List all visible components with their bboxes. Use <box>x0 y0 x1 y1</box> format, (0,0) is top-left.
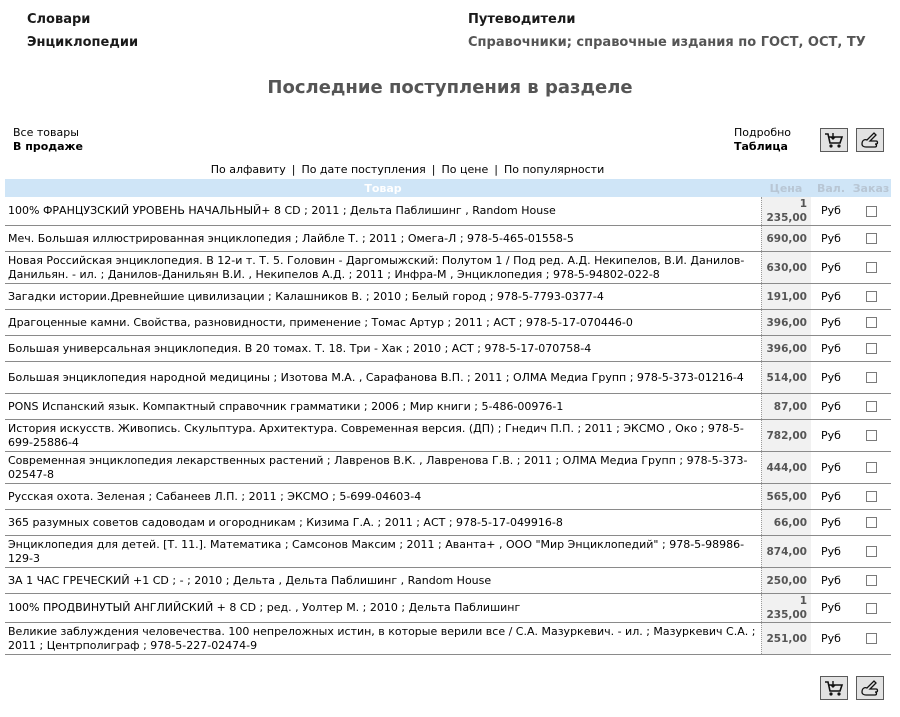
product-price: 396,00 <box>761 336 811 362</box>
order-checkbox-cell <box>851 226 891 252</box>
product-currency: Руб <box>811 420 851 452</box>
product-price: 66,00 <box>761 510 811 536</box>
product-currency: Руб <box>811 394 851 420</box>
link-encyclopedias[interactable]: Энциклопедии <box>27 35 139 50</box>
product-currency: Руб <box>811 510 851 536</box>
order-checkbox[interactable] <box>866 491 877 502</box>
view-table[interactable]: Таблица <box>734 140 788 153</box>
table-row <box>5 336 891 362</box>
order-checkbox[interactable] <box>866 343 877 354</box>
header-product[interactable]: Товар <box>5 179 761 197</box>
product-currency: Руб <box>811 452 851 484</box>
product-title-link[interactable]: Новая Российская энциклопедия. В 12-и т. Т. 5. Головин - Даргомыжский: Полутом 1 / Под ред. А.Д. Некипелов, В.И. Данилов-Данильян. - ил. ; Данилов-Данильян В.И. , Некипелов А.Д. ; 2011 ; Инфра-М , Энциклопедия ; 978-5-94802-022-8 <box>5 252 761 284</box>
product-price: 782,00 <box>761 420 811 452</box>
table-row <box>5 536 891 568</box>
order-checkbox-cell <box>851 310 891 336</box>
order-checkbox-cell <box>851 394 891 420</box>
order-checkbox[interactable] <box>866 633 877 644</box>
order-checkbox-cell <box>851 568 891 594</box>
product-currency: Руб <box>811 226 851 252</box>
product-currency: Руб <box>811 623 851 655</box>
link-guides[interactable]: Путеводители <box>468 12 576 27</box>
cart-button-top[interactable] <box>820 128 848 152</box>
order-checkbox-cell <box>851 484 891 510</box>
product-price: 1 235,00 <box>761 594 811 623</box>
product-currency: Руб <box>811 284 851 310</box>
view-mode-filter <box>734 126 791 154</box>
cart-icon <box>821 129 847 151</box>
order-hand-icon <box>857 129 883 151</box>
order-checkbox-cell <box>851 510 891 536</box>
product-title-link[interactable]: Меч. Большая иллюстрированная энциклопедия ; Лайбле Т. ; 2011 ; Омега-Л ; 978-5-465-01558-5 <box>5 226 761 252</box>
product-price: 251,00 <box>761 623 811 655</box>
link-reference[interactable]: Справочники; справочные издания по ГОСТ, ОСТ, ТУ <box>468 35 866 50</box>
table-row <box>5 568 891 594</box>
product-price: 1 235,00 <box>761 197 811 226</box>
product-currency: Руб <box>811 197 851 226</box>
product-title-link[interactable]: Энциклопедия для детей. [Т. 11.]. Математика ; Самсонов Максим ; 2011 ; Аванта+ , ООО "Мир Энциклопедий" ; 978-5-98986-129-3 <box>5 536 761 568</box>
page-title: Последние поступления в разделе <box>267 77 633 98</box>
product-title-link[interactable]: 100% ФРАНЦУЗСКИЙ УРОВЕНЬ НАЧАЛЬНЫЙ+ 8 CD ; 2011 ; Дельта Паблишинг , Random House <box>5 197 761 226</box>
product-price: 250,00 <box>761 568 811 594</box>
sort-alphabet[interactable]: По алфавиту <box>210 163 286 176</box>
order-checkbox[interactable] <box>866 291 877 302</box>
product-price: 514,00 <box>761 362 811 394</box>
order-checkbox-cell <box>851 197 891 226</box>
header-price[interactable]: Цена <box>761 179 811 197</box>
table-header-row <box>5 179 891 197</box>
product-title-link[interactable]: Современная энциклопедия лекарственных растений ; Лавренов В.К. , Лавренова Г.В. ; 2011 ; ОЛМА Медиа Групп ; 978-5-373-02547-8 <box>5 452 761 484</box>
product-price: 565,00 <box>761 484 811 510</box>
product-title-link[interactable]: Большая энциклопедия народной медицины ; Изотова М.А. , Сарафанова В.П. ; 2011 ; ОЛМА Медиа Групп ; 978-5-373-01216-4 <box>5 362 761 394</box>
product-price: 87,00 <box>761 394 811 420</box>
sort-separator: | <box>431 163 436 176</box>
order-checkbox[interactable] <box>866 262 877 273</box>
view-detailed[interactable]: Подробно <box>734 126 792 139</box>
product-currency: Руб <box>811 568 851 594</box>
order-checkbox[interactable] <box>866 430 877 441</box>
order-checkbox-cell <box>851 252 891 284</box>
header-order: Заказ <box>851 179 891 197</box>
sort-separator: | <box>494 163 498 176</box>
product-price: 630,00 <box>761 252 811 284</box>
product-title-link[interactable]: 365 разумных советов садоводам и огородникам ; Кизима Г.А. ; 2011 ; АСТ ; 978-5-17-049916-8 <box>5 510 761 536</box>
table-row <box>5 362 891 394</box>
order-checkbox[interactable] <box>866 317 877 328</box>
product-title-link[interactable]: Русская охота. Зеленая ; Сабанеев Л.П. ; 2011 ; ЭКСМО ; 5-699-04603-4 <box>5 484 761 510</box>
filter-all-goods[interactable]: Все товары <box>13 126 79 139</box>
table-row <box>5 452 891 484</box>
order-checkbox-cell <box>851 623 891 655</box>
product-currency: Руб <box>811 594 851 623</box>
product-price: 690,00 <box>761 226 811 252</box>
product-title-link[interactable]: Загадки истории.Древнейшие цивилизации ; Калашников В. ; 2010 ; Белый город ; 978-5-7793-0377-4 <box>5 284 761 310</box>
table-row <box>5 484 891 510</box>
order-checkbox-cell <box>851 336 891 362</box>
order-checkbox-cell <box>851 420 891 452</box>
goods-table <box>5 179 891 655</box>
table-row <box>5 623 891 655</box>
table-row <box>5 197 891 226</box>
order-button-top[interactable] <box>856 128 884 152</box>
product-title-link[interactable]: 100% ПРОДВИНУТЫЙ АНГЛИЙСКИЙ + 8 CD ; ред. , Уолтер М. ; 2010 ; Дельта Паблишинг <box>5 594 761 623</box>
order-checkbox[interactable] <box>866 462 877 473</box>
table-row <box>5 594 891 623</box>
order-checkbox[interactable] <box>866 401 877 412</box>
order-checkbox[interactable] <box>866 603 877 614</box>
product-price: 874,00 <box>761 536 811 568</box>
product-title-link[interactable]: ЗА 1 ЧАС ГРЕЧЕСКИЙ +1 CD ; - ; 2010 ; Дельта , Дельта Паблишинг , Random House <box>5 568 761 594</box>
product-title-link[interactable]: PONS Испанский язык. Компактный справочник грамматики ; 2006 ; Мир книги ; 5-486-00976-1 <box>5 394 761 420</box>
link-dictionaries[interactable]: Словари <box>27 12 91 27</box>
order-checkbox[interactable] <box>866 517 877 528</box>
product-currency: Руб <box>811 362 851 394</box>
cart-button-bottom[interactable] <box>820 676 848 700</box>
order-button-bottom[interactable] <box>856 676 884 700</box>
product-currency: Руб <box>811 484 851 510</box>
sort-price[interactable]: По цене <box>441 163 489 176</box>
order-checkbox[interactable] <box>866 372 877 383</box>
product-currency: Руб <box>811 336 851 362</box>
order-checkbox-cell <box>851 536 891 568</box>
table-row <box>5 226 891 252</box>
table-row <box>5 394 891 420</box>
product-price: 444,00 <box>761 452 811 484</box>
order-checkbox-cell <box>851 284 891 310</box>
product-price: 396,00 <box>761 310 811 336</box>
sort-separator: | <box>291 163 296 176</box>
table-row <box>5 284 891 310</box>
sort-bar <box>0 163 815 176</box>
availability-filter <box>13 126 83 154</box>
product-currency: Руб <box>811 536 851 568</box>
product-currency: Руб <box>811 310 851 336</box>
order-hand-icon <box>857 677 883 699</box>
order-checkbox-cell <box>851 594 891 623</box>
table-row <box>5 252 891 284</box>
product-price: 191,00 <box>761 284 811 310</box>
cart-icon <box>821 677 847 699</box>
order-checkbox[interactable] <box>866 575 877 586</box>
table-row <box>5 310 891 336</box>
sort-date[interactable]: По дате поступления <box>301 163 426 176</box>
product-title-link[interactable]: История искусств. Живопись. Скульптура. Архитектура. Современная версия. (ДП) ; Гнедич П.П. ; 2011 ; ЭКСМО , Око ; 978-5-699-25886-4 <box>5 420 761 452</box>
product-title-link[interactable]: Драгоценные камни. Свойства, разновидности, применение ; Томас Артур ; 2011 ; АСТ ; 978-5-17-070446-0 <box>5 310 761 336</box>
product-currency: Руб <box>811 252 851 284</box>
order-checkbox[interactable] <box>866 546 877 557</box>
product-title-link[interactable]: Большая универсальная энциклопедия. В 20 томах. Т. 18. Три - Хак ; 2010 ; АСТ ; 978-5-17-070758-4 <box>5 336 761 362</box>
filter-on-sale[interactable]: В продаже <box>13 140 83 153</box>
order-checkbox[interactable] <box>866 206 877 217</box>
table-row <box>5 510 891 536</box>
product-title-link[interactable]: Великие заблуждения человечества. 100 непреложных истин, в которые верили все / С.А. Мазуркевич. - ил. ; Мазуркевич С.А. ; 2011 ; Центрполиграф ; 978-5-227-02474-9 <box>5 623 761 655</box>
header-currency: Вал. <box>811 179 851 197</box>
table-row <box>5 420 891 452</box>
goods-table-body <box>5 197 891 655</box>
order-checkbox-cell <box>851 452 891 484</box>
order-checkbox[interactable] <box>866 233 877 244</box>
order-checkbox-cell <box>851 362 891 394</box>
sort-popularity[interactable]: По популярности <box>503 163 605 176</box>
